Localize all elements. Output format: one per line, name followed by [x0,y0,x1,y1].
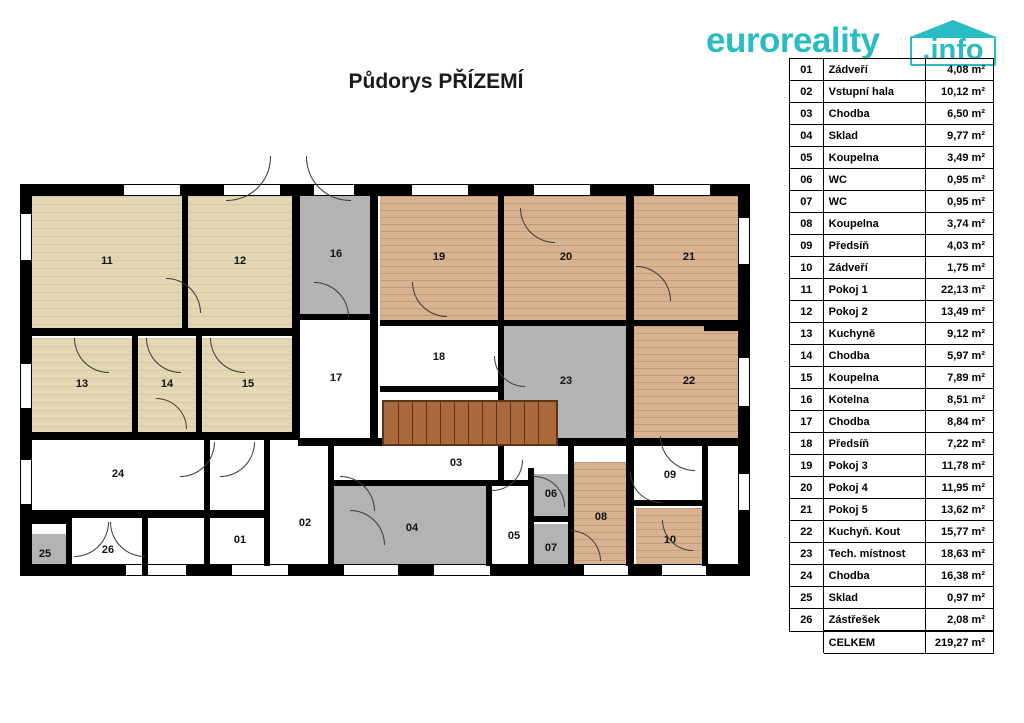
legend-room-number: 06 [790,169,824,191]
room-legend-table [789,58,994,654]
legend-row [790,411,994,433]
wall-int-h5 [380,320,628,326]
room-label-11: 11 [101,255,113,267]
legend-room-name: Pokoj 4 [823,477,926,499]
legend-room-number: 07 [790,191,824,213]
window-right-2 [739,358,749,406]
legend-room-name: Koupelna [823,147,926,169]
window-bottom-1 [126,565,186,575]
room-label-13: 13 [75,378,89,390]
legend-room-number: 20 [790,477,824,499]
legend-row [790,543,994,565]
room-label-25: 25 [38,548,52,560]
legend-row [790,477,994,499]
legend-room-name: Pokoj 2 [823,301,926,323]
legend-row [790,345,994,367]
legend-room-area: 2,08 m² [926,609,994,632]
legend-room-area: 22,13 m² [926,279,994,301]
legend-row [790,433,994,455]
room-label-23: 23 [559,375,573,387]
window-left-2 [21,364,31,408]
legend-room-area: 8,51 m² [926,389,994,411]
legend-room-number: 26 [790,609,824,632]
legend-room-number: 04 [790,125,824,147]
legend-room-number: 09 [790,235,824,257]
legend-room-number: 11 [790,279,824,301]
legend-row [790,301,994,323]
legend-row [790,191,994,213]
legend-room-name: Chodba [823,345,926,367]
room-label-26: 26 [101,544,115,556]
legend-row [790,59,994,81]
staircase [382,400,558,446]
legend-room-area: 18,63 m² [926,543,994,565]
wall-int-h3 [32,510,270,518]
room-label-15: 15 [241,378,255,390]
legend-room-name: Pokoj 3 [823,455,926,477]
legend-room-name: Předsíň [823,235,926,257]
legend-room-name: Kotelna [823,389,926,411]
room-label-03: 03 [449,457,463,469]
window-top-1 [124,185,180,195]
legend-room-name: Chodba [823,103,926,125]
legend-row [790,235,994,257]
room-21 [634,196,744,320]
logo-wordmark: euroreality [706,21,880,60]
legend-room-area: 4,08 m² [926,59,994,81]
legend-room-number: 21 [790,499,824,521]
legend-room-area: 9,77 m² [926,125,994,147]
legend-room-name: Kuchyně [823,323,926,345]
room-18 [380,330,498,386]
room-label-09: 09 [663,469,677,481]
room-label-19: 19 [432,251,446,263]
window-top-4 [412,185,468,195]
room-label-17: 17 [329,372,343,384]
room-label-10: 10 [663,534,677,546]
legend-room-name: Kuchyň. Kout [823,521,926,543]
door-icon [220,442,255,477]
legend-room-area: 11,78 m² [926,455,994,477]
legend-row [790,81,994,103]
room-label-16: 16 [329,248,343,260]
legend-total-row [790,631,994,654]
legend-room-number: 23 [790,543,824,565]
legend-row [790,257,994,279]
legend-room-number: 12 [790,301,824,323]
legend-room-area: 7,22 m² [926,433,994,455]
legend-room-number: 10 [790,257,824,279]
legend-room-area: 3,74 m² [926,213,994,235]
legend-row [790,521,994,543]
room-label-08: 08 [594,511,608,523]
legend-room-area: 8,84 m² [926,411,994,433]
legend-row [790,323,994,345]
legend-room-name: Pokoj 1 [823,279,926,301]
legend-room-number: 16 [790,389,824,411]
legend-row [790,587,994,609]
wall-int-h14 [704,326,744,331]
room-label-18: 18 [432,351,446,363]
legend-room-number: 22 [790,521,824,543]
legend-room-area: 9,12 m² [926,323,994,345]
window-top-5 [534,185,590,195]
legend-row [790,147,994,169]
legend-room-name: Pokoj 5 [823,499,926,521]
legend-room-area: 1,75 m² [926,257,994,279]
wall-int-h12 [628,500,708,506]
legend-total-area: 219,27 m² [926,631,994,654]
door-icon [492,460,523,491]
legend-room-number: 25 [790,587,824,609]
room-label-07: 07 [544,542,558,554]
legend-body [790,59,994,654]
legend-room-number: 02 [790,81,824,103]
room-17 [298,320,374,438]
legend-room-area: 16,38 m² [926,565,994,587]
legend-room-name: Koupelna [823,213,926,235]
wall-int-h1 [32,328,294,336]
legend-room-name: Sklad [823,587,926,609]
legend-room-name: Chodba [823,411,926,433]
legend-room-number: 19 [790,455,824,477]
room-label-24: 24 [111,468,125,480]
legend-row [790,125,994,147]
legend-room-number: 15 [790,367,824,389]
legend-room-name: Sklad [823,125,926,147]
room-label-14: 14 [160,378,174,390]
window-bottom-6 [662,565,706,575]
floor-plan-drawing [14,178,766,590]
room-label-02: 02 [298,517,312,529]
wall-int-h7 [380,386,498,392]
legend-room-number: 14 [790,345,824,367]
legend-room-area: 7,89 m² [926,367,994,389]
legend-row [790,389,994,411]
legend-total-label: CELKEM [823,631,926,654]
window-bottom-4 [434,565,490,575]
wall-int-v11 [486,480,492,566]
legend-room-name: Zástřešek [823,609,926,632]
wall-int-h11 [532,516,572,522]
legend-room-number: 08 [790,213,824,235]
legend-room-area: 4,03 m² [926,235,994,257]
wall-int-v3 [370,196,378,440]
legend-row [790,169,994,191]
legend-room-name: Vstupní hala [823,81,926,103]
wall-int-v2 [292,196,300,440]
legend-room-name: Zádveří [823,59,926,81]
wall-int-v16 [66,518,72,576]
legend-room-number: 17 [790,411,824,433]
room-label-06: 06 [544,488,558,500]
window-left-1 [21,214,31,260]
room-22 [634,326,744,438]
legend-room-number: 13 [790,323,824,345]
wall-int-v15 [702,446,708,566]
legend-room-name: WC [823,169,926,191]
room-24 [32,440,204,510]
legend-room-number: 05 [790,147,824,169]
legend-room-area: 10,12 m² [926,81,994,103]
legend-room-area: 0,95 m² [926,169,994,191]
legend-row [790,609,994,632]
legend-row [790,455,994,477]
window-bottom-2 [232,565,288,575]
window-bottom-3 [344,565,398,575]
window-right-3 [739,474,749,510]
room-label-22: 22 [682,375,696,387]
room-11 [32,196,182,328]
legend-room-area: 3,49 m² [926,147,994,169]
room-label-21: 21 [682,251,696,263]
legend-room-name: WC [823,191,926,213]
wall-int-v7 [196,336,202,432]
wall-int-v14 [626,446,634,566]
wall-int-v9 [264,440,270,566]
legend-room-name: Koupelna [823,367,926,389]
legend-room-number: 01 [790,59,824,81]
room-label-20: 20 [559,251,573,263]
wall-int-v5 [626,196,634,440]
legend-room-area: 11,95 m² [926,477,994,499]
legend-row [790,103,994,125]
legend-room-name: Předsíň [823,433,926,455]
legend-room-number: 18 [790,433,824,455]
legend-room-area: 15,77 m² [926,521,994,543]
legend-row [790,279,994,301]
legend-row [790,499,994,521]
legend-room-area: 5,97 m² [926,345,994,367]
door-icon [630,472,661,503]
legend-room-number: 03 [790,103,824,125]
legend-room-name: Zádveří [823,257,926,279]
legend-total-spacer [790,631,824,654]
room-label-12: 12 [233,255,247,267]
window-bottom-5 [584,565,628,575]
wall-int-v10 [328,446,334,566]
legend-room-area: 13,49 m² [926,301,994,323]
room-12 [186,196,294,328]
page-title: Půdorys PŘÍZEMÍ [348,70,524,93]
legend-row [790,213,994,235]
legend-row [790,565,994,587]
logo-badge-label: .info [922,34,984,66]
room-label-04: 04 [405,522,419,534]
window-left-3 [21,460,31,504]
wall-int-v6 [132,336,138,432]
legend-room-number: 24 [790,565,824,587]
legend-room-area: 0,95 m² [926,191,994,213]
wall-int-h2 [32,432,294,440]
room-label-05: 05 [507,530,521,542]
legend-room-name: Chodba [823,565,926,587]
legend-room-name: Tech. místnost [823,543,926,565]
window-top-6 [654,185,710,195]
legend-room-area: 0,97 m² [926,587,994,609]
legend-room-area: 6,50 m² [926,103,994,125]
window-right-1 [739,218,749,264]
room-label-01: 01 [233,534,247,546]
legend-row [790,367,994,389]
legend-room-area: 13,62 m² [926,499,994,521]
